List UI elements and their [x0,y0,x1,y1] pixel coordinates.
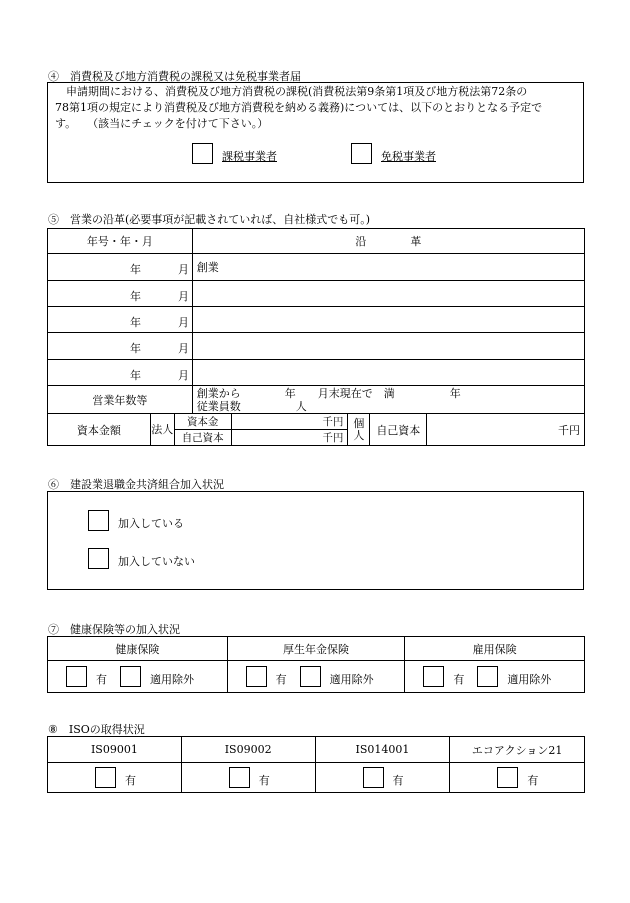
health-insurance-cell [48,661,228,693]
history-table [47,228,585,386]
history-cell[interactable] [192,359,584,385]
taxable-label: 課税事業者 [222,150,277,163]
month-label: 月 [178,342,189,356]
month-label: 月 [178,368,189,382]
section6-title: ⑥ 建設業退職金共済組合加入状況 [48,478,224,491]
years-table [47,385,585,414]
year-label: 年 [130,315,141,329]
not-enrolled-checkbox[interactable] [88,548,109,569]
individual-label: 個人 [348,414,370,446]
exempt-checkbox[interactable] [351,143,372,164]
iso14001-cell [315,763,450,793]
year-label: 年 [130,263,141,277]
individual-capital-value[interactable]: 千円 [427,414,585,446]
eco-action-header: エコアクション21 [450,737,585,763]
taxable-checkbox[interactable] [192,143,213,164]
pension-insurance-cell [227,661,405,693]
health-yes-label: 有 [96,673,107,686]
month-label: 月 [178,315,189,329]
iso9002-cell [181,763,315,793]
history-cell[interactable] [192,306,584,332]
health-exempt-checkbox[interactable] [120,666,141,687]
business-years-cell[interactable] [192,386,584,414]
employment-exempt-checkbox[interactable] [477,666,498,687]
health-exempt-label: 適用除外 [150,673,194,686]
section4-line3: す。 （該当にチェックを付けて下さい。） [55,117,269,130]
exempt-label: 免税事業者 [381,150,436,163]
insurance-table [47,636,585,693]
own-capital-label: 自己資本 [174,430,231,446]
employment-insurance-header: 雇用保険 [405,637,585,661]
health-insurance-header: 健康保険 [48,637,228,661]
iso14001-yes-label: 有 [392,774,404,787]
corporation-label: 法人 [150,414,174,446]
iso-table [47,736,585,793]
health-yes-checkbox[interactable] [66,666,87,687]
section7-title: ⑦ 健康保険等の加入状況 [48,623,180,636]
pension-yes-label: 有 [275,673,287,686]
employment-yes-checkbox[interactable] [423,666,444,687]
year-label: 年 [130,342,141,356]
section4-line2: 78第1項の規定により消費税及び地方消費税を納める義務)については、以下のとおりとなる予定で [55,101,543,114]
year-label: 年 [130,289,141,303]
enrolled-checkbox[interactable] [88,510,109,531]
iso14001-header: IS014001 [315,737,450,763]
eco-action-cell [450,763,585,793]
date-cell[interactable] [48,333,193,359]
own-capital-value[interactable]: 千円 [231,430,348,446]
employment-insurance-cell [405,661,585,693]
iso9002-header: IS09002 [181,737,315,763]
capital-label: 資本金 [174,414,231,430]
iso9002-yes-label: 有 [258,774,270,787]
iso9001-cell [48,763,182,793]
iso14001-checkbox[interactable] [363,767,384,788]
iso9001-yes-label: 有 [125,774,136,787]
section4-title: ④ 消費税及び地方消費税の課税又は免税事業者届 [48,70,301,83]
date-cell[interactable] [48,359,193,385]
capital-value[interactable]: 千円 [231,414,348,430]
section4-line1: 申請期間における、消費税及び地方消費税の課税(消費税法第9条第1項及び地方税法第72条の [55,85,528,98]
header-history: 沿 革 [192,229,584,254]
capital-amount-label: 資本金額 [48,414,151,446]
iso9001-header: IS09001 [48,737,182,763]
employment-yes-label: 有 [453,673,465,686]
section8-title: ⑧ ISOの取得状況 [48,723,145,736]
employment-exempt-label: 適用除外 [507,673,552,686]
month-label: 月 [178,289,189,303]
month-label: 月 [178,263,189,277]
eco-action-checkbox[interactable] [497,767,518,788]
individual-capital-label: 自己資本 [370,414,427,446]
date-cell[interactable] [48,254,193,280]
date-cell[interactable] [48,280,193,306]
pension-yes-checkbox[interactable] [246,666,267,687]
pension-insurance-header: 厚生年金保険 [227,637,405,661]
section6-box [47,491,584,590]
enrolled-label: 加入している [118,517,184,530]
date-cell[interactable] [48,306,193,332]
capital-table [47,413,585,446]
pension-exempt-label: 適用除外 [329,673,374,686]
employees-line: 従業員数 人 [196,399,307,413]
history-cell[interactable] [192,333,584,359]
iso9002-checkbox[interactable] [229,767,250,788]
header-date: 年号・年・月 [48,229,193,254]
iso9001-checkbox[interactable] [95,767,116,788]
history-cell[interactable] [192,280,584,306]
year-label: 年 [130,368,141,382]
section4-text [55,84,583,132]
not-enrolled-label: 加入していない [118,555,195,568]
eco-action-yes-label: 有 [527,774,539,787]
history-cell[interactable]: 創業 [192,254,584,280]
pension-exempt-checkbox[interactable] [300,666,321,687]
section5-title: ⑤ 営業の沿革(必要事項が記載されていれば、自社様式でも可。) [48,213,371,226]
business-years-label: 営業年数等 [48,386,193,414]
founding-line: 創業から 年 月末現在で 満 年 [196,386,461,400]
